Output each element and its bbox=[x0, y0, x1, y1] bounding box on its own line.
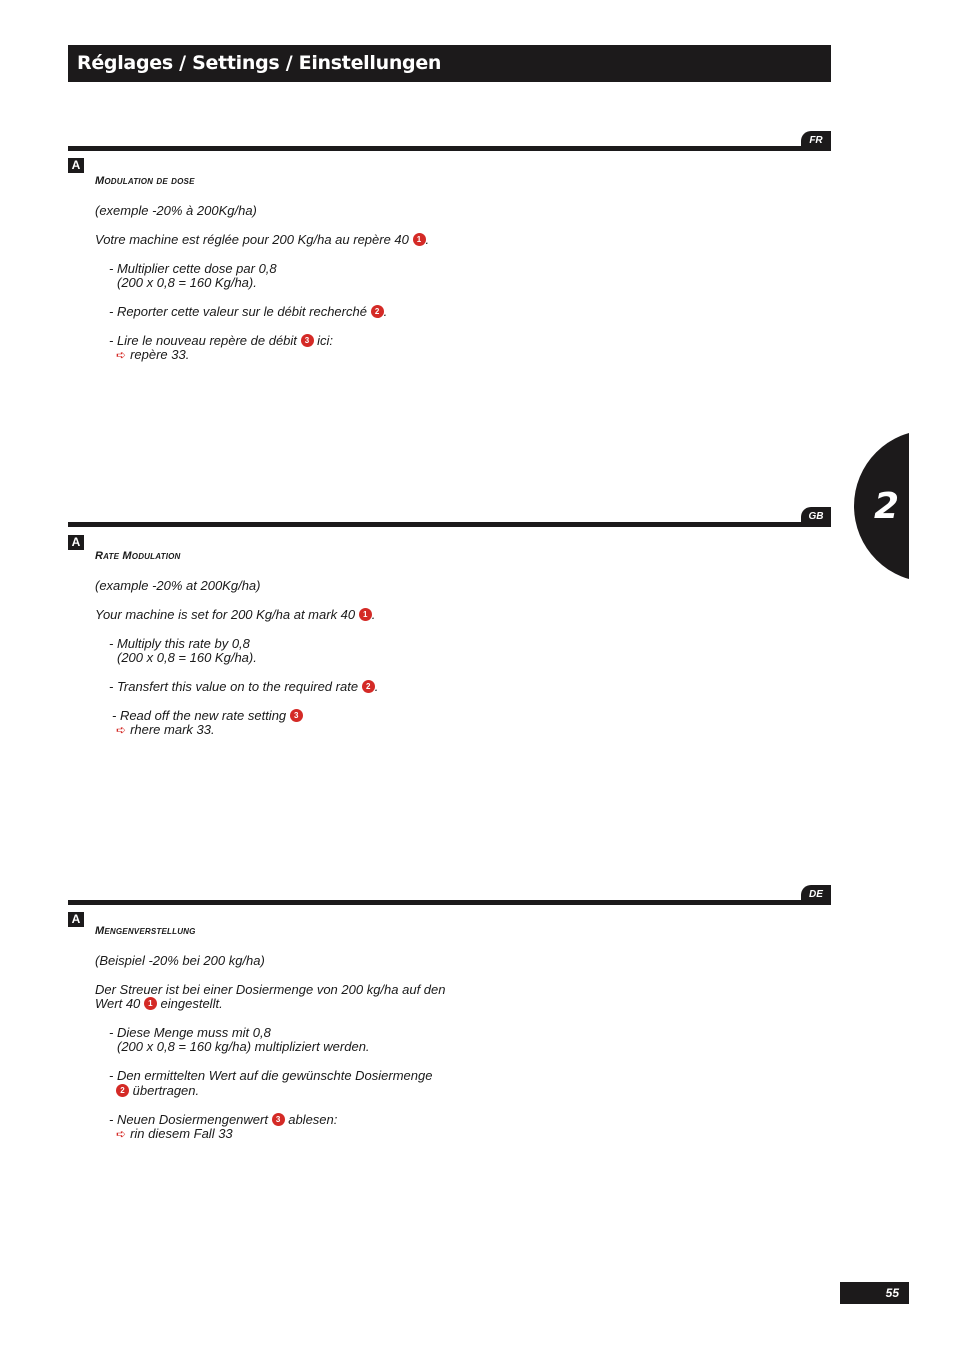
step3-fr bbox=[109, 334, 333, 348]
figure-letter-fr: A bbox=[68, 158, 84, 173]
step1-fr-line1: - Multiplier cette dose par 0,8 bbox=[109, 261, 277, 276]
intro-end: . bbox=[425, 232, 430, 247]
figure-letter-gb: A bbox=[68, 535, 84, 550]
callout-2-icon: 2 bbox=[371, 305, 384, 318]
example-fr: (exemple -20% à 200Kg/ha) bbox=[95, 203, 257, 218]
section-title-de: Mengenverstellung bbox=[95, 925, 196, 937]
step2-text: - Reporter cette valeur sur le débit recherché bbox=[109, 304, 367, 319]
example-de: (Beispiel -20% bei 200 kg/ha) bbox=[95, 953, 265, 968]
callout-3-icon: 3 bbox=[290, 709, 303, 722]
intro-de-line1: Der Streuer ist bei einer Dosiermenge von 200 kg/ha auf den bbox=[95, 982, 446, 997]
callout-1-icon: 1 bbox=[144, 997, 157, 1010]
step3-text: - Read off the new rate setting bbox=[112, 708, 287, 723]
step3-end: ici: bbox=[317, 333, 334, 348]
step3-text: - Neuen Dosiermengenwert bbox=[109, 1112, 268, 1127]
figure-letter-de: A bbox=[68, 912, 84, 927]
section-divider-de bbox=[68, 900, 831, 905]
result-text: rin diesem Fall 33 bbox=[130, 1126, 233, 1141]
step3-gb bbox=[112, 709, 303, 723]
page-title: Réglages / Settings / Einstellungen bbox=[77, 52, 442, 74]
step2-end: . bbox=[374, 679, 379, 694]
page-header bbox=[68, 45, 831, 82]
intro-gb bbox=[95, 608, 375, 622]
right-arrow-icon: ➪ bbox=[116, 1127, 127, 1141]
callout-1-icon: 1 bbox=[413, 233, 426, 246]
lang-tab-fr: FR bbox=[801, 131, 831, 150]
result-fr bbox=[116, 348, 189, 362]
step2-gb bbox=[109, 680, 378, 694]
section-divider-fr bbox=[68, 146, 831, 151]
page-number: 55 bbox=[840, 1282, 909, 1304]
chapter-tab bbox=[854, 430, 909, 582]
result-gb bbox=[116, 723, 215, 737]
callout-2-icon: 2 bbox=[362, 680, 375, 693]
step1-gb-line2: (200 x 0,8 = 160 Kg/ha). bbox=[117, 650, 257, 665]
step1-fr-line2: (200 x 0,8 = 160 Kg/ha). bbox=[117, 275, 257, 290]
step1-gb-line1: - Multiply this rate by 0,8 bbox=[109, 636, 250, 651]
section-title-gb: Rate Modulation bbox=[95, 550, 181, 562]
intro-end: . bbox=[371, 607, 376, 622]
chapter-number: 2 bbox=[874, 486, 900, 527]
step2-fr bbox=[109, 305, 387, 319]
callout-3-icon: 3 bbox=[272, 1113, 285, 1126]
example-gb: (example -20% at 200Kg/ha) bbox=[95, 578, 261, 593]
right-arrow-icon: ➪ bbox=[116, 723, 127, 737]
intro-end: eingestellt. bbox=[160, 996, 223, 1011]
step3-end: ablesen: bbox=[288, 1112, 338, 1127]
step3-text: - Lire le nouveau repère de débit bbox=[109, 333, 297, 348]
lang-tab-gb: GB bbox=[801, 507, 831, 526]
lang-tab-de: DE bbox=[801, 885, 831, 904]
intro-text: Votre machine est réglée pour 200 Kg/ha au repère 40 bbox=[95, 232, 409, 247]
step2-text: übertragen. bbox=[132, 1083, 200, 1098]
section-divider-gb bbox=[68, 522, 831, 527]
result-de bbox=[116, 1127, 233, 1141]
step2-text: - Transfert this value on to the required rate bbox=[109, 679, 359, 694]
step2-de-line1: - Den ermittelten Wert auf die gewünschte Dosiermenge bbox=[109, 1068, 433, 1083]
intro-fr bbox=[95, 233, 429, 247]
right-arrow-icon: ➪ bbox=[116, 348, 127, 362]
result-text: rhere mark 33. bbox=[130, 722, 215, 737]
callout-2-icon: 2 bbox=[116, 1084, 129, 1097]
step3-de bbox=[109, 1113, 337, 1127]
intro-de-line2 bbox=[95, 997, 223, 1011]
step2-end: . bbox=[383, 304, 388, 319]
callout-1-icon: 1 bbox=[359, 608, 372, 621]
step1-de-line1: - Diese Menge muss mit 0,8 bbox=[109, 1025, 271, 1040]
step2-de-line2 bbox=[116, 1084, 199, 1098]
result-text: repère 33. bbox=[130, 347, 190, 362]
section-title-fr: Modulation de dose bbox=[95, 175, 195, 187]
intro-text: Wert 40 bbox=[95, 996, 141, 1011]
step1-de-line2: (200 x 0,8 = 160 kg/ha) multipliziert werden. bbox=[117, 1039, 370, 1054]
intro-text: Your machine is set for 200 Kg/ha at mark 40 bbox=[95, 607, 356, 622]
callout-3-icon: 3 bbox=[301, 334, 314, 347]
